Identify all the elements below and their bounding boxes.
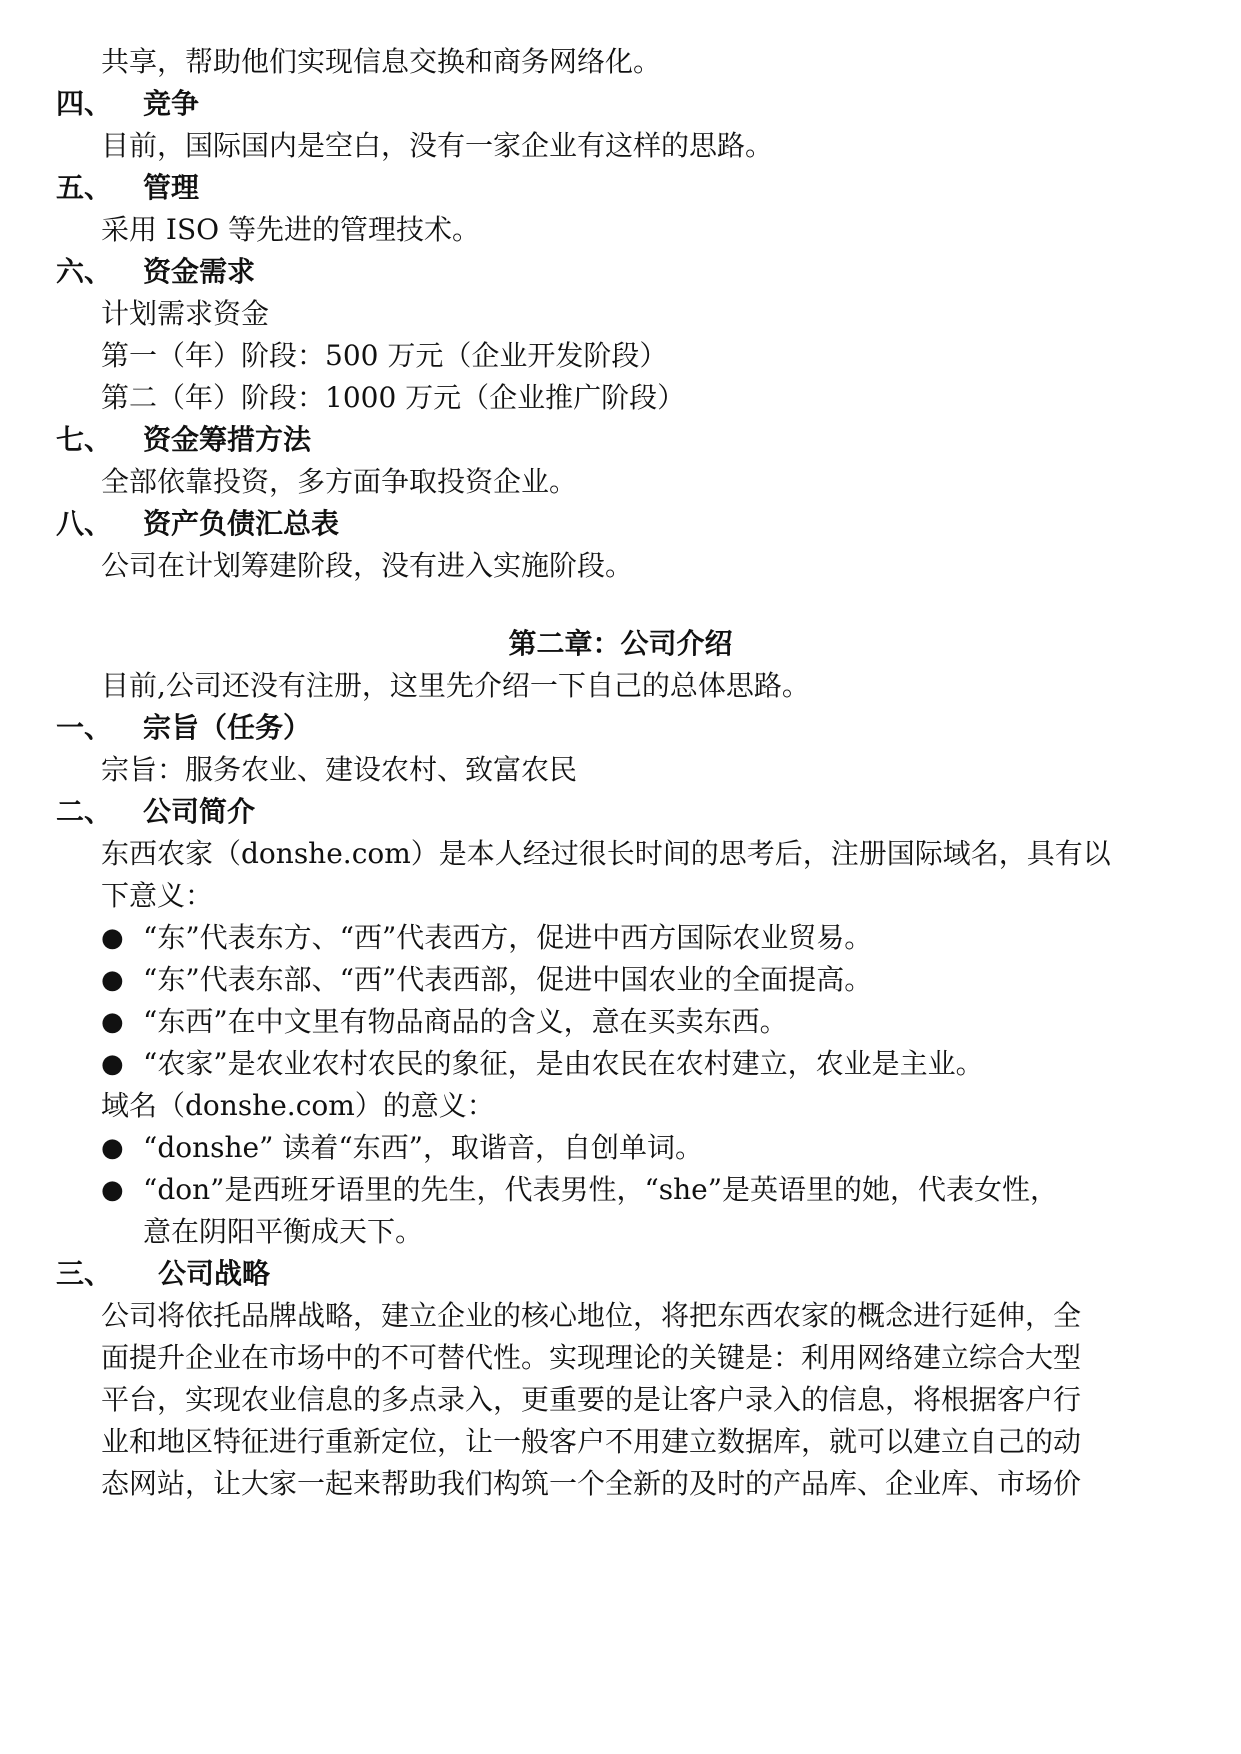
paragraph-line: 面提升企业在市场中的不可替代性。实现理论的关键是：利用网络建立综合大型: [101, 1341, 1082, 1374]
paragraph-line: 态网站，让大家一起来帮助我们构筑一个全新的及时的产品库、企业库、市场价: [101, 1467, 1082, 1500]
section-number: 二、: [56, 795, 113, 828]
section-heading-financing-method: 资金筹措方法: [143, 423, 312, 456]
section-heading-management: 管理: [143, 171, 200, 204]
bullet-icon: ●: [101, 1175, 124, 1205]
section-number: 一、: [56, 711, 113, 744]
paragraph-line: 平台，实现农业信息的多点录入，更重要的是让客户录入的信息，将根据客户行: [101, 1383, 1082, 1416]
section-heading-balance-sheet: 资产负债汇总表: [143, 507, 340, 540]
section-heading-company-profile: 公司简介: [143, 795, 256, 828]
section-number: 七、: [56, 423, 113, 456]
section-heading-competition: 竞争: [143, 87, 200, 120]
paragraph-line: 公司将依托品牌战略，建立企业的核心地位，将把东西农家的概念进行延伸，全: [101, 1299, 1082, 1332]
bullet-icon: ●: [101, 1007, 124, 1037]
paragraph-line: 业和地区特征进行重新定位，让一般客户不用建立数据库，就可以建立自己的动: [101, 1425, 1082, 1458]
bullet-item: “donshe” 读着“东西”，取谐音，自创单词。: [143, 1131, 703, 1164]
section-heading-strategy: 公司战略: [158, 1257, 271, 1290]
bullet-item: “don”是西班牙语里的先生，代表男性，“she”是英语里的她，代表女性，: [143, 1173, 1059, 1206]
section-number: 六、: [56, 255, 113, 288]
bullet-item: “东西”在中文里有物品商品的含义，意在买卖东西。: [143, 1005, 788, 1038]
section-number: 八、: [56, 507, 113, 540]
bullet-icon: ●: [101, 965, 124, 995]
bullet-item-continuation: 意在阴阳平衡成天下。: [143, 1215, 424, 1248]
paragraph-line: 采用 ISO 等先进的管理技术。: [101, 213, 480, 246]
chapter-title: 第二章：公司介绍: [508, 627, 733, 660]
section-number: 四、: [56, 87, 113, 120]
section-heading-funding-needs: 资金需求: [143, 255, 256, 288]
bullet-icon: ●: [101, 1049, 124, 1079]
bullet-icon: ●: [101, 923, 124, 953]
paragraph-line: 目前,公司还没有注册，这里先介绍一下自己的总体思路。: [101, 669, 810, 702]
paragraph-line: 第一（年）阶段：500 万元（企业开发阶段）: [101, 339, 668, 372]
bullet-item: “农家”是农业农村农民的象征，是由农民在农村建立，农业是主业。: [143, 1047, 984, 1080]
paragraph-line: 共享，帮助他们实现信息交换和商务网络化。: [101, 45, 662, 78]
paragraph-line: 全部依靠投资，多方面争取投资企业。: [101, 465, 578, 498]
paragraph-line: 东西农家（donshe.com）是本人经过很长时间的思考后，注册国际域名，具有以: [101, 837, 1111, 870]
section-number: 五、: [56, 171, 113, 204]
section-number: 三、: [56, 1257, 113, 1290]
paragraph-line: 下意义：: [101, 879, 214, 912]
bullet-item: “东”代表东方、“西”代表西方，促进中西方国际农业贸易。: [143, 921, 873, 954]
bullet-item: “东”代表东部、“西”代表西部，促进中国农业的全面提高。: [143, 963, 873, 996]
bullet-icon: ●: [101, 1133, 124, 1163]
paragraph-line: 计划需求资金: [101, 297, 270, 330]
paragraph-line: 公司在计划筹建阶段，没有进入实施阶段。: [101, 549, 634, 582]
paragraph-line: 宗旨：服务农业、建设农村、致富农民: [101, 753, 578, 786]
paragraph-line: 第二（年）阶段：1000 万元（企业推广阶段）: [101, 381, 686, 414]
paragraph-line: 域名（donshe.com）的意义：: [101, 1089, 495, 1122]
paragraph-line: 目前，国际国内是空白，没有一家企业有这样的思路。: [101, 129, 774, 162]
section-heading-mission: 宗旨（任务）: [143, 711, 312, 744]
